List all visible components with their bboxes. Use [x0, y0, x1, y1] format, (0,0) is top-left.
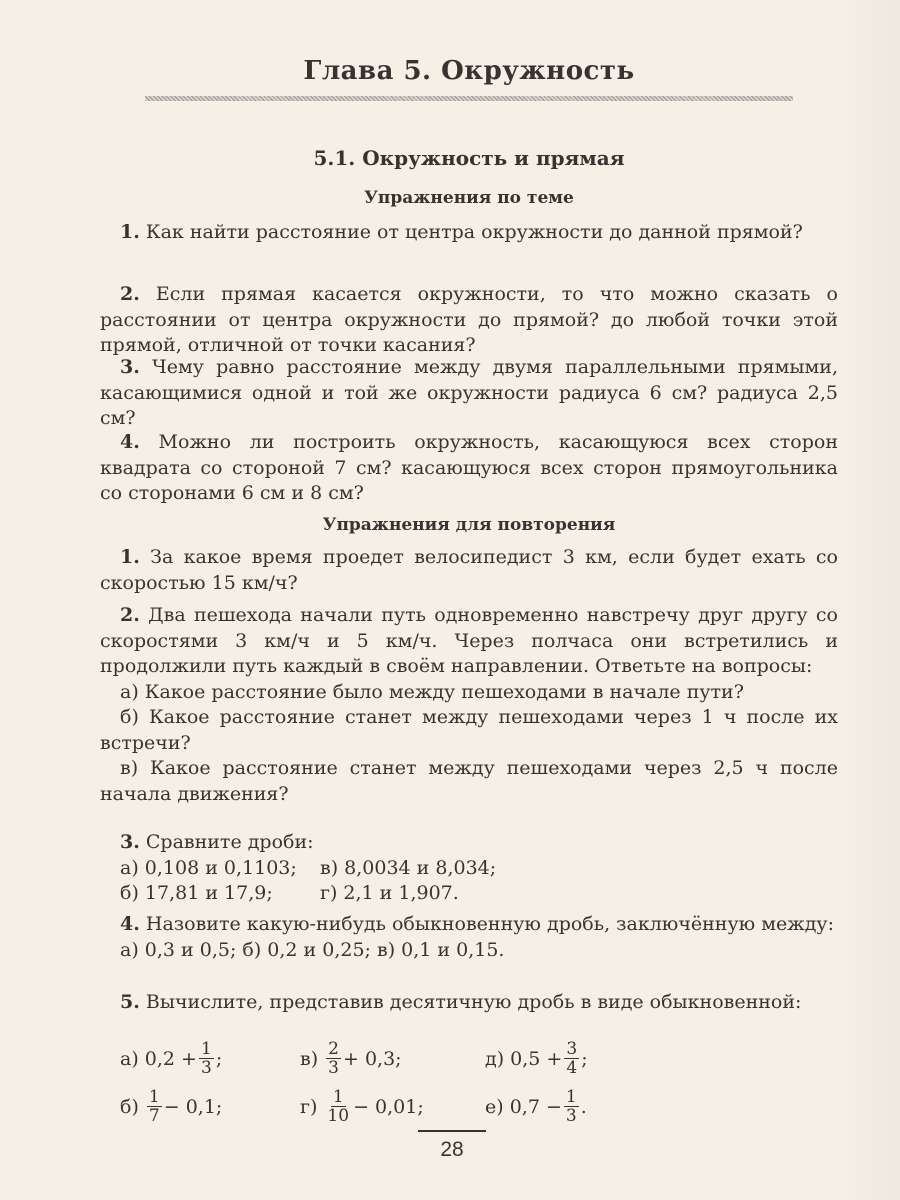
calc-a [120, 1040, 222, 1077]
compare-c: в) 8,0034 и 8,034; [320, 857, 497, 879]
fraction [326, 1040, 341, 1077]
review-exercises-heading: Упражнения для повторения [322, 515, 616, 535]
exercise-text: Вычислите, представив десятичную дробь в виде обыкновенной: [139, 991, 802, 1013]
denominator: 3 [328, 1058, 339, 1078]
calc-e [485, 1088, 587, 1125]
numerator: 1 [200, 1039, 212, 1059]
topic-exercise-2 [100, 282, 838, 359]
fraction [199, 1040, 214, 1077]
calc-pre: 0,5 + [510, 1047, 563, 1070]
calc-b [120, 1088, 222, 1125]
review-exercise-1 [100, 545, 838, 596]
fraction [147, 1088, 162, 1125]
calc-pre: 0,2 + [144, 1047, 197, 1070]
numerator: 2 [328, 1039, 339, 1059]
calc-post: . [580, 1095, 587, 1118]
page-number: 28 [440, 1138, 464, 1161]
page-number-rule [418, 1130, 486, 1132]
fraction [564, 1088, 579, 1125]
fraction [564, 1040, 579, 1077]
question-c: в) Какое расстояние станет между пешеходами через 2,5 ч после начала движения? [100, 757, 838, 805]
section-title: 5.1. Окружность и прямая [313, 146, 625, 170]
exercise-number: 4. [120, 431, 140, 453]
topic-exercise-1 [100, 220, 838, 246]
review-exercise-5 [100, 990, 838, 1016]
exercise-text: Можно ли построить окружность, касающуюся всех сторон квадрата со стороной 7 см? касающуюся всех сторон прямоугольника со сторонами 6 см и 8 см? [100, 431, 838, 504]
calc-g [300, 1088, 424, 1125]
exercise-number: 1. [120, 546, 140, 568]
chapter-rule [145, 96, 793, 101]
calc-post: ; [215, 1047, 223, 1070]
exercise-number: 3. [120, 831, 140, 853]
denominator: 10 [327, 1106, 350, 1126]
exercise-number: 2. [120, 604, 140, 626]
exercise-text: Сравните дроби: [139, 831, 314, 853]
page-edge-shadow [840, 0, 900, 1200]
fraction-options: а) 0,3 и 0,5; б) 0,2 и 0,25; в) 0,1 и 0,15. [120, 938, 505, 961]
calc-d [485, 1040, 588, 1077]
exercise-text: Как найти расстояние от центра окружности до данной прямой? [139, 221, 803, 243]
calc-label: в) [300, 1047, 319, 1070]
compare-d: г) 2,1 и 1,907. [320, 882, 459, 904]
exercise-number: 4. [120, 913, 140, 935]
compare-b: б) 17,81 и 17,9; [120, 882, 273, 904]
exercise-text: Если прямая касается окружности, то что можно сказать о расстоянии от центра окружности до прямой? до любой точки этой прямой, отличной от точки касания? [100, 283, 838, 356]
exercise-text: Чему равно расстояние между двумя параллельными прямыми, касающимися одной и той же окружности радиуса 6 см? радиуса 2,5 см? [100, 356, 838, 429]
calc-pre: 0,7 − [509, 1095, 562, 1118]
question-b: б) Какое расстояние станет между пешеходами через 1 ч после их встречи? [100, 706, 838, 754]
calc-label: е) [485, 1095, 504, 1118]
calc-label: а) [120, 1047, 139, 1070]
calc-label: б) [120, 1095, 139, 1118]
exercise-text: Два пешехода начали путь одновременно навстречу друг другу со скоростями 3 км/ч и 5 км/ч. Через полчаса они встретились и продолжили путь каждый в своём направлении. Ответьте на вопросы: [100, 604, 838, 677]
exercise-number: 2. [120, 283, 140, 305]
calc-label: д) [485, 1047, 505, 1070]
exercise-text: За какое время проедет велосипедист 3 км, если будет ехать со скоростью 15 км/ч? [100, 546, 838, 594]
fraction [325, 1088, 351, 1125]
question-a: а) Какое расстояние было между пешеходами в начале пути? [120, 680, 744, 703]
denominator: 7 [148, 1106, 160, 1126]
review-exercise-2 [100, 603, 838, 807]
compare-a: а) 0,108 и 0,1103; [120, 857, 297, 879]
topic-exercise-4 [100, 430, 838, 507]
denominator: 3 [565, 1106, 577, 1126]
calc-label: г) [300, 1095, 318, 1118]
calc-post: − 0,1; [163, 1095, 223, 1118]
denominator: 4 [566, 1058, 578, 1078]
exercise-text: Назовите какую-нибудь обыкновенную дробь, заключённую между: [139, 913, 835, 935]
denominator: 3 [200, 1058, 212, 1078]
numerator: 1 [565, 1087, 577, 1107]
topic-exercise-3 [100, 355, 838, 432]
numerator: 1 [148, 1087, 160, 1107]
exercise-number: 1. [120, 221, 140, 243]
exercise-number: 5. [120, 991, 140, 1013]
calc-post: + 0,3; [342, 1047, 402, 1070]
calc-v [300, 1040, 402, 1077]
exercise-number: 3. [120, 356, 140, 378]
review-exercise-4 [100, 912, 838, 963]
numerator: 1 [332, 1087, 344, 1107]
calc-post: − 0,01; [353, 1095, 424, 1118]
review-exercise-3 [100, 830, 838, 856]
chapter-title: Глава 5. Окружность [303, 56, 635, 86]
numerator: 3 [566, 1039, 578, 1059]
calc-post: ; [581, 1047, 588, 1070]
topic-exercises-heading: Упражнения по теме [364, 188, 574, 208]
